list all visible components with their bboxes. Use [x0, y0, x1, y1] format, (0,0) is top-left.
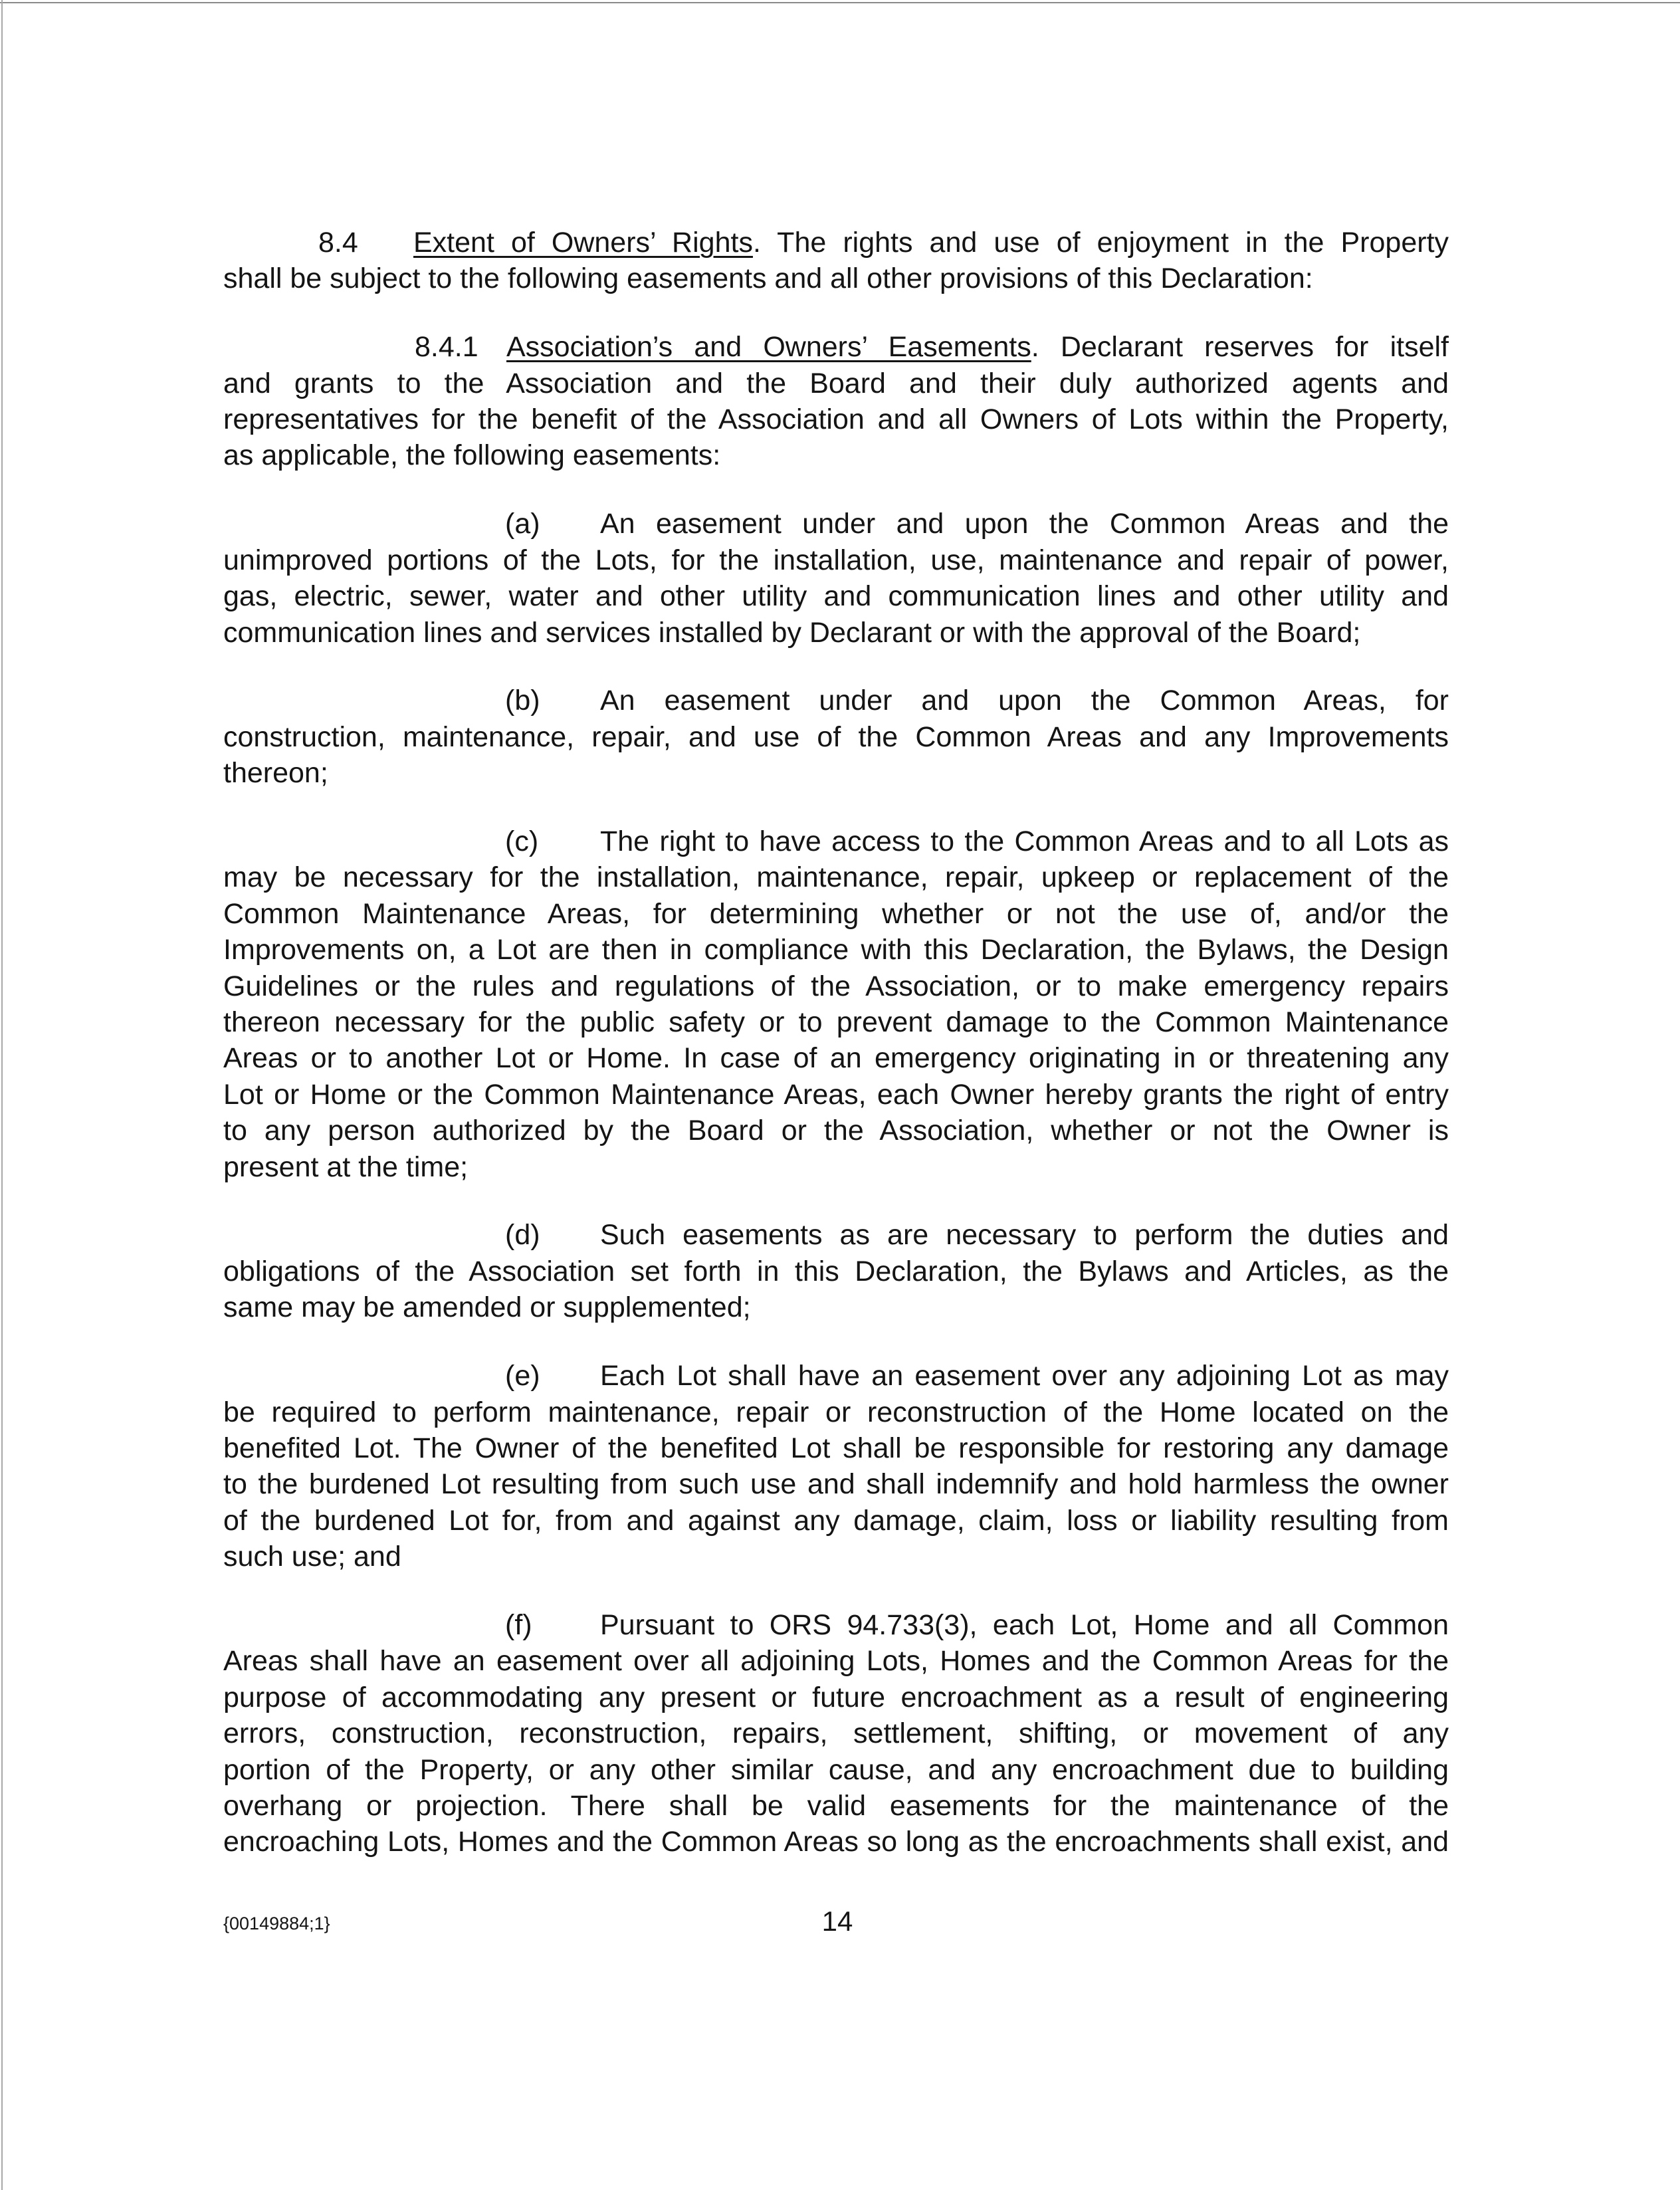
page-number: 14 — [821, 1906, 853, 1937]
paragraph-line: benefited Lot. The Owner of the benefited Lot shall be responsible for restoring any damage — [223, 1432, 1449, 1464]
paragraph-line: shall be subject to the following easements and all other provisions of this Declaration: — [223, 263, 1313, 295]
section-8-4-1 — [223, 329, 1449, 474]
item-text: Each Lot shall have an easement over any adjoining Lot as may — [600, 1360, 1449, 1392]
item-first-line — [223, 823, 1449, 859]
easement-item-d — [223, 1217, 1449, 1325]
item-label: (a) — [505, 508, 540, 540]
paragraph-line: representatives for the benefit of the Association and all Owners of Lots within the Property, — [223, 403, 1449, 436]
paragraph-line: thereon necessary for the public safety or to prevent damage to the Common Maintenance — [223, 1006, 1449, 1039]
paragraph-line: may be necessary for the installation, maintenance, repair, upkeep or replacement of the — [223, 861, 1449, 894]
easement-item-e — [223, 1358, 1449, 1575]
paragraph-line: Guidelines or the rules and regulations of the Association, or to make emergency repairs — [223, 970, 1449, 1002]
easement-item-f — [223, 1607, 1449, 1860]
item-first-line — [223, 683, 1449, 718]
item-label: (e) — [505, 1360, 540, 1392]
item-text: Such easements as are necessary to perform the duties and — [600, 1219, 1449, 1252]
paragraph-line: portion of the Property, or any other similar cause, and any encroachment due to building — [223, 1753, 1449, 1786]
section-number: 8.4 — [318, 227, 358, 259]
item-text: An easement under and upon the Common Areas, for — [600, 685, 1449, 717]
paragraph-line: Lot or Home or the Common Maintenance Areas, each Owner hereby grants the right of entry — [223, 1078, 1449, 1111]
paragraph-line: same may be amended or supplemented; — [223, 1291, 751, 1324]
item-first-line — [223, 1217, 1449, 1253]
item-label: (b) — [505, 685, 540, 717]
paragraph-line: communication lines and services installed by Declarant or with the approval of the Board; — [223, 616, 1361, 649]
paragraph-line: errors, construction, reconstruction, repairs, settlement, shifting, or movement of any — [223, 1717, 1449, 1750]
item-first-line — [223, 1358, 1449, 1394]
section-8-4 — [223, 225, 1449, 297]
item-label: (f) — [505, 1609, 532, 1641]
paragraph-line: and grants to the Association and the Board and their duly authorized agents and — [223, 367, 1449, 399]
item-text: The right to have access to the Common Areas and to all Lots as — [600, 825, 1449, 858]
section-heading: Extent of Owners’ Rights — [413, 227, 753, 259]
section-first-line — [223, 225, 1449, 261]
paragraph-line: present at the time; — [223, 1150, 469, 1183]
section-intro-text: . Declarant reserves for itself — [1031, 331, 1449, 364]
paragraph-line: overhang or projection. There shall be valid easements for the maintenance of the — [223, 1789, 1449, 1822]
scan-edge-left — [1, 0, 3, 2190]
paragraph-line: to the burdened Lot resulting from such use and shall indemnify and hold harmless the owner — [223, 1468, 1449, 1501]
item-text: Pursuant to ORS 94.733(3), each Lot, Home and all Common — [600, 1609, 1449, 1641]
paragraph-line: be required to perform maintenance, repair or reconstruction of the Home located on the — [223, 1396, 1449, 1428]
item-first-line — [223, 506, 1449, 542]
paragraph-line: encroaching Lots, Homes and the Common Areas so long as the encroachments shall exist, and — [223, 1826, 1449, 1858]
paragraph-line: such use; and — [223, 1541, 401, 1573]
paragraph-line: of the burdened Lot for, from and against any damage, claim, loss or liability resulting from — [223, 1504, 1449, 1537]
section-number: 8.4.1 — [415, 331, 478, 364]
easement-item-a — [223, 506, 1449, 651]
paragraph-line: Areas or to another Lot or Home. In case of an emergency originating in or threatening any — [223, 1042, 1449, 1075]
paragraph-line: Improvements on, a Lot are then in compliance with this Declaration, the Bylaws, the Design — [223, 934, 1449, 966]
paragraph-line: thereon; — [223, 757, 328, 790]
paragraph-line: unimproved portions of the Lots, for the installation, use, maintenance and repair of power, — [223, 544, 1449, 576]
section-first-line — [223, 329, 1449, 365]
scan-edge-top — [0, 2, 1680, 3]
item-label: (d) — [505, 1219, 540, 1252]
easement-item-b — [223, 683, 1449, 791]
paragraph-line: purpose of accommodating any present or future encroachment as a result of engineering — [223, 1681, 1449, 1713]
item-first-line — [223, 1607, 1449, 1643]
item-text: An easement under and upon the Common Areas and the — [600, 508, 1449, 540]
paragraph-line: gas, electric, sewer, water and other utility and communication lines and other utility and — [223, 580, 1449, 613]
easement-item-c — [223, 823, 1449, 1185]
footer-document-id: {00149884;1} — [223, 1914, 330, 1933]
item-label: (c) — [505, 825, 539, 858]
document-body — [223, 225, 1449, 1892]
section-heading: Association’s and Owners’ Easements — [506, 331, 1031, 364]
paragraph-line: Common Maintenance Areas, for determining whether or not the use of, and/or the — [223, 897, 1449, 930]
paragraph-line: obligations of the Association set forth in this Declaration, the Bylaws and Articles, as the — [223, 1255, 1449, 1287]
paragraph-line: as applicable, the following easements: — [223, 439, 721, 472]
paragraph-line: Areas shall have an easement over all adjoining Lots, Homes and the Common Areas for the — [223, 1645, 1449, 1678]
section-intro-text: . The rights and use of enjoyment in the Property — [752, 227, 1449, 259]
paragraph-line: construction, maintenance, repair, and use of the Common Areas and any Improvements — [223, 720, 1449, 753]
paragraph-line: to any person authorized by the Board or the Association, whether or not the Owner is — [223, 1115, 1449, 1147]
